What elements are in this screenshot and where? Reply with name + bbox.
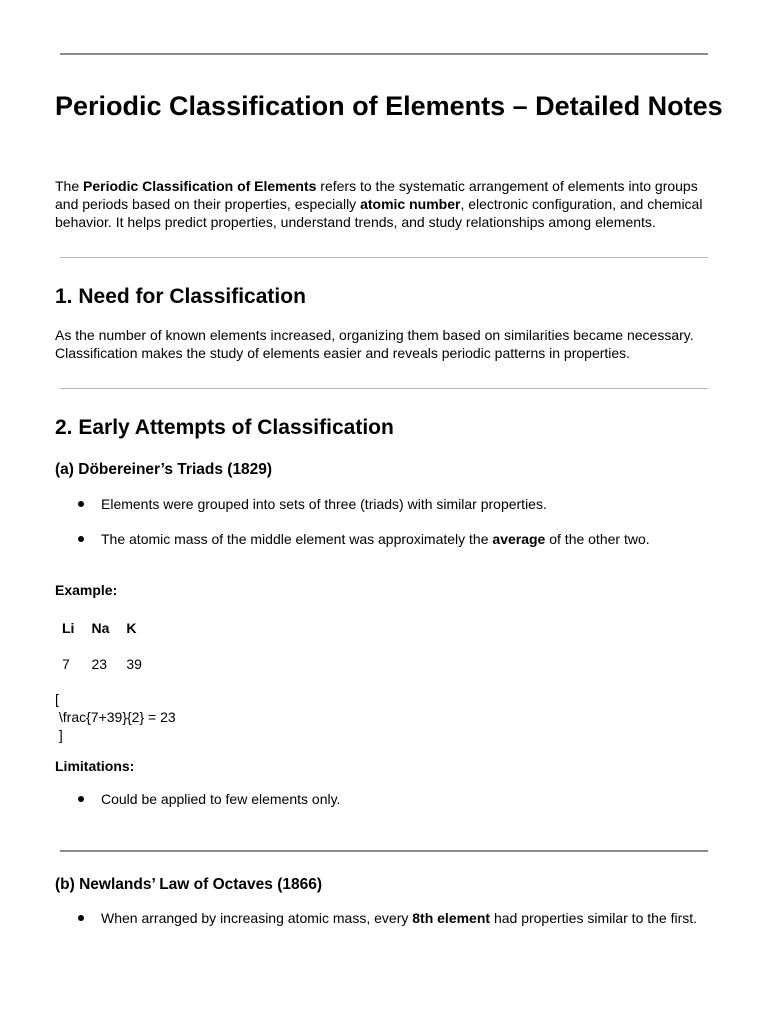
list-item-text: Elements were grouped into sets of three (triads) with similar properties. [101, 496, 547, 512]
table-header-cell: Li [62, 620, 75, 636]
bullet-icon [78, 915, 84, 921]
table-cell: 39 [126, 656, 142, 672]
list-item-text: When arranged by increasing atomic mass, every [101, 910, 413, 926]
subsection-heading-triads: (a) Döbereiner’s Triads (1829) [55, 461, 273, 478]
bullet-icon [78, 501, 84, 507]
intro-bold-term: Periodic Classification of Elements [83, 178, 317, 194]
table-cell: 7 [62, 656, 70, 672]
list-item-bold: average [492, 531, 546, 547]
intro-text: , electronic configuration, and chemical behavior. It helps predict properties, understand trends, and study relationships among elements. [55, 196, 703, 230]
table-header-cell: Na [91, 620, 110, 636]
triad-example-table [55, 617, 152, 679]
intro-text: The [55, 178, 84, 194]
intro-paragraph [55, 177, 720, 231]
section-divider [60, 257, 708, 258]
bullet-icon [78, 796, 84, 802]
list-item-text: had properties similar to the first. [490, 910, 698, 926]
triads-bullet-list [78, 495, 728, 548]
intro-text: refers to the systematic arrangement of elements into groups and periods based on their properties, especially [55, 178, 698, 212]
page-title: Periodic Classification of Elements – Detailed Notes [55, 91, 723, 121]
section-heading-early-attempts: 2. Early Attempts of Classification [55, 416, 394, 439]
section-need-paragraph: As the number of known elements increased, organizing them based on similarities became necessary. Classification makes the study of elements easier and reveals periodic patterns in properties. [55, 327, 694, 361]
math-line: \frac{7+39}{2} = 23 [55, 709, 176, 725]
limitations-bullet-list [78, 790, 728, 808]
section-divider [60, 388, 708, 389]
subsection-heading-octaves: (b) Newlands’ Law of Octaves (1866) [55, 876, 323, 893]
section-heading-need: 1. Need for Classification [55, 285, 306, 308]
list-item [78, 530, 728, 548]
list-item [78, 790, 728, 808]
list-item-text: Could be applied to few elements only. [101, 791, 341, 807]
intro-bold-term: atomic number [360, 196, 461, 212]
list-item [78, 909, 728, 927]
bullet-icon [78, 536, 84, 542]
list-item-text: of the other two. [545, 531, 650, 547]
list-item-text: The atomic mass of the middle element was approximately the [101, 531, 493, 547]
octaves-bullet-list [78, 909, 728, 927]
top-divider [60, 53, 708, 55]
section-divider [60, 850, 708, 852]
limitations-label: Limitations: [55, 758, 135, 774]
math-line: ] [55, 727, 63, 743]
table-header-cell: K [126, 620, 137, 636]
table-row [55, 639, 152, 679]
table-header-row [55, 617, 152, 639]
list-item [78, 495, 728, 513]
example-label: Example: [55, 582, 118, 598]
list-item-bold: 8th element [412, 910, 491, 926]
table-cell: 23 [91, 656, 108, 672]
math-line: [ [55, 691, 59, 707]
